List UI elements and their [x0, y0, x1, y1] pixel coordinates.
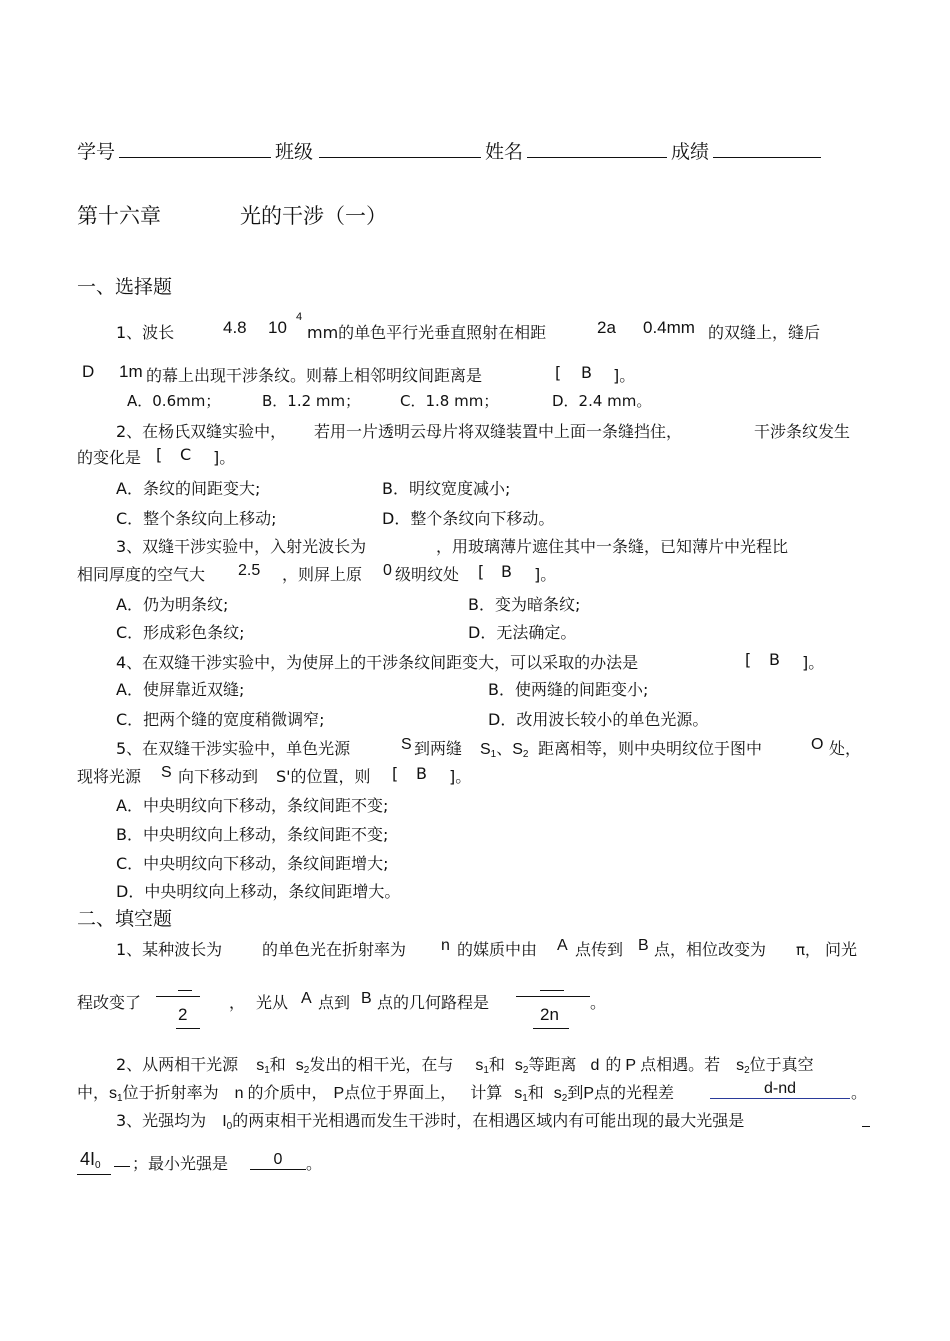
q1-text-f: 的双缝上，缝后: [708, 323, 821, 342]
fill1-frac1-den: 2: [178, 1005, 188, 1024]
fill2-line1: 2、从两相干光源 s1和 s2发出的相干光，在与 s1和 s2等距离 d 的 P 点相遇。若 s2位于真空: [116, 1055, 814, 1076]
q5-option-c: C．中央明纹向下移动，条纹间距增大;: [116, 854, 389, 873]
class-field[interactable]: [319, 137, 481, 158]
q1-option-b: B．1.2 mm；: [262, 392, 361, 410]
q2-option-c: C．整个条纹向上移动;: [116, 509, 277, 528]
q5-text-a: 5、在双缝干涉实验中，单色光源: [116, 739, 351, 758]
class-label: 班级: [275, 141, 314, 163]
q1-exponent: 4: [296, 311, 303, 323]
fill3-max-answer: 4I0: [80, 1149, 101, 1171]
q1-option-c: C．1.8 mm；: [400, 392, 499, 410]
header-line: [77, 137, 821, 164]
q1-distance: 0.4mm: [643, 318, 695, 337]
fill3-max-blank-tail: [114, 1166, 130, 1167]
q5-option-b: B．中央明纹向上移动，条纹间距不变;: [116, 825, 389, 844]
fill3-period: 。: [306, 1154, 323, 1173]
fill1-frac2-bar: [540, 990, 564, 991]
q3-option-b: B．变为暗条纹;: [468, 595, 581, 614]
q1-2a: 2a: [597, 318, 616, 337]
fill1-answer2-blank: [516, 996, 590, 997]
q2-text-a: 2、在杨氏双缝实验中，: [116, 422, 287, 441]
q5-text-2d: S'的位置，则: [276, 767, 371, 786]
fill1-A-2: A: [301, 990, 312, 1007]
q2-text-b: 若用一片透明云母片将双缝装置中上面一条缝挡住，: [314, 422, 683, 441]
fill1-n: n: [441, 937, 450, 954]
q4-bracket-close: ]。: [802, 653, 825, 672]
q2-text-2: 的变化是: [77, 448, 142, 467]
score-field[interactable]: [713, 137, 821, 158]
fill3-dash: [862, 1126, 870, 1127]
q5-text-2c: 向下移动到: [178, 767, 259, 786]
name-field[interactable]: [527, 137, 667, 158]
q3-text-2a: 相同厚度的空气大: [77, 565, 206, 584]
q4-text-a: 4、在双缝干涉实验中，为使屏上的干涉条纹间距变大，可以采取的办法是: [116, 653, 639, 672]
fill1-text-d: 的媒质中由: [457, 940, 538, 959]
fill3-text-min: ；最小光强是: [132, 1154, 229, 1173]
fill1-text-a: 1、某种波长为: [116, 940, 223, 959]
q1-text-2: 的幕上出现干涉条纹。则幕上相邻明纹间距离是: [146, 366, 483, 385]
fill3-min-answer[interactable]: 0: [250, 1151, 306, 1170]
fill1-period: 。: [590, 993, 607, 1012]
q5-S: S: [401, 736, 412, 753]
q4-option-a: A．使屏靠近双缝;: [116, 680, 245, 699]
q1-1m: 1m: [119, 362, 143, 381]
q3-bracket-open: [: [478, 562, 485, 581]
student-id-label: 学号: [77, 141, 116, 163]
q3-option-d: D．无法确定。: [468, 623, 577, 642]
q1-answer: B: [581, 363, 592, 382]
q4-answer: B: [769, 650, 780, 669]
fill1-answer1-blank: [156, 996, 200, 997]
q1-option-d: D．2.4 mm。: [552, 392, 652, 410]
q5-S1: S1、S2: [480, 741, 529, 760]
fill1-B: B: [638, 937, 649, 954]
q3-option-c: C．形成彩色条纹;: [116, 623, 245, 642]
fill1-frac2-underline: [533, 1028, 569, 1029]
q2-bracket-open: [: [156, 445, 163, 464]
fill2-answer[interactable]: d-nd: [710, 1080, 850, 1099]
fill1-frac2-den: 2n: [540, 1005, 559, 1024]
q3-text-b: ，用玻璃薄片遮住其中一条缝，已知薄片中光程比: [436, 537, 789, 556]
fill1-text-2e: 点到: [318, 993, 351, 1012]
fill1-text-2g: 点的几何路程是: [377, 993, 490, 1012]
q2-bracket-close: ]。: [213, 448, 236, 467]
q3-bracket-close: ]。: [534, 565, 557, 584]
q2-option-b: B．明纹宽度减小;: [382, 479, 511, 498]
q3-text-2c: ，则屏上原: [282, 565, 363, 584]
q1-text-c: mm的单色平行光垂直照射在相距: [307, 323, 547, 342]
student-id-field[interactable]: [119, 137, 271, 158]
fill1-pi: π，: [796, 941, 821, 959]
q5-text-2a: 现将光源: [77, 767, 142, 786]
q4-option-d: D．改用波长较小的单色光源。: [488, 710, 709, 729]
q2-option-a: A．条纹的间距变大;: [116, 479, 261, 498]
q3-option-a: A．仍为明条纹;: [116, 595, 229, 614]
section2-heading: 二、填空题: [77, 908, 173, 930]
fill1-text-2a: 程改变了: [77, 993, 142, 1012]
fill2-period: 。: [851, 1083, 868, 1102]
q3-text-a: 3、双缝干涉实验中，入射光波长为: [116, 537, 367, 556]
q1-option-a: A．0.6mm；: [127, 392, 221, 410]
q3-value-25: 2.5: [238, 562, 261, 579]
q4-option-c: C．把两个缝的宽度稍微调窄;: [116, 710, 325, 729]
fill1-frac1-underline: [176, 1028, 200, 1029]
chapter-title: 光的干涉（一）: [240, 204, 387, 228]
q3-answer: B: [501, 562, 512, 581]
fill1-text-f: 点传到: [575, 940, 624, 959]
fill1-text-b: 的单色光在折射率为: [262, 940, 407, 959]
fill1-comma: ，: [229, 993, 246, 1012]
q1-ten: 10: [268, 318, 287, 337]
q1-D: D: [82, 362, 95, 381]
fill3-line1: 3、光强均为 I0的两束相干光相遇而发生干涉时，在相遇区域内有可能出现的最大光强是: [116, 1111, 745, 1132]
score-label: 成绩: [671, 141, 710, 163]
fill1-B-2: B: [361, 990, 372, 1007]
fill2-line2: 中，s1位于折射率为 n 的介质中， P点位于界面上， 计算 s1和 s2到P点的光程差: [77, 1083, 675, 1104]
q5-O: O: [811, 736, 824, 753]
section1-heading: 一、选择题: [77, 276, 173, 298]
q3-text-2e: 级明纹处: [395, 565, 460, 584]
q2-answer: C: [180, 445, 192, 464]
q5-answer: B: [416, 764, 427, 783]
q1-text-a: 1、波长: [116, 323, 175, 342]
chapter-number: 第十六章: [77, 204, 161, 228]
q5-bracket-open: [: [392, 764, 399, 783]
q5-option-a: A．中央明纹向下移动，条纹间距不变;: [116, 796, 389, 815]
fill3-max-underline: [77, 1174, 111, 1175]
q5-S-2: S: [161, 764, 172, 781]
q1-bracket-open: [: [555, 363, 562, 382]
q1-bracket-close: ]。: [613, 366, 636, 385]
q5-bracket-close: ]。: [449, 767, 472, 786]
q4-option-b: B．使两缝的间距变小;: [488, 680, 649, 699]
fill1-text-j: 问光: [825, 940, 858, 959]
q5-option-d: D．中央明纹向上移动，条纹间距增大。: [116, 882, 401, 901]
name-label: 姓名: [485, 141, 524, 163]
fill1-A: A: [557, 937, 568, 954]
q5-text-f: 距离相等，则中央明纹位于图中: [538, 739, 763, 758]
fill1-text-2c: 光从: [256, 993, 289, 1012]
q3-zero: 0: [383, 562, 392, 579]
fill1-text-h: 点，相位改变为: [654, 940, 767, 959]
fill1-frac1-bar: [178, 990, 192, 991]
q2-option-d: D．整个条纹向下移动。: [382, 509, 555, 528]
q4-bracket-open: [: [745, 650, 752, 669]
q5-text-c: 到两缝: [414, 739, 463, 758]
q5-text-h: 处，: [829, 739, 862, 758]
q1-wavelength-value: 4.8: [223, 318, 247, 337]
q2-text-c: 干涉条纹发生: [754, 422, 851, 441]
